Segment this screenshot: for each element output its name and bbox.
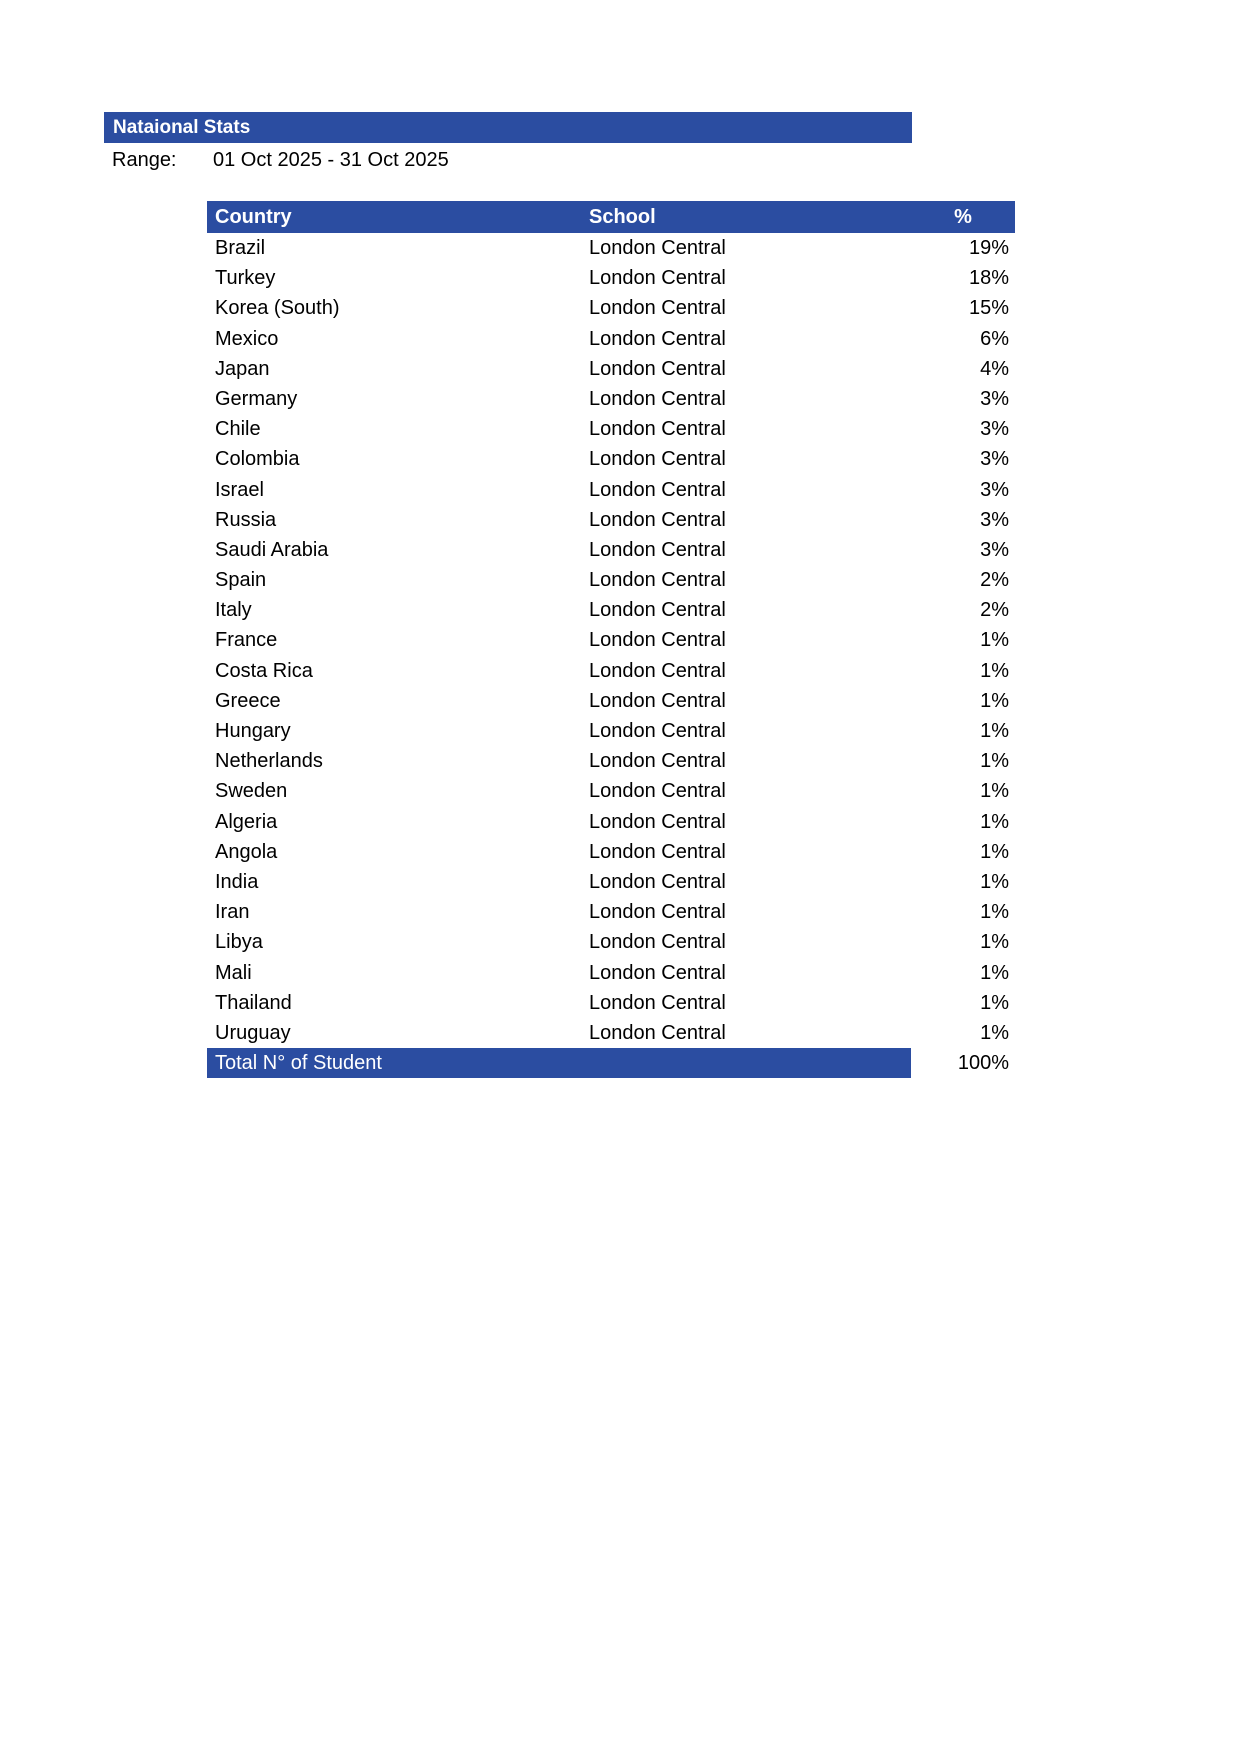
total-label: Total N° of Student: [207, 1048, 911, 1078]
country-cell: Hungary: [215, 720, 291, 742]
column-header-percent: %: [954, 206, 972, 228]
country-cell: India: [215, 870, 259, 893]
table-row: [207, 263, 1015, 293]
table-row: [207, 475, 1015, 505]
school-cell: London Central: [589, 689, 726, 712]
country-cell: Mexico: [215, 327, 279, 350]
country-cell: Turkey: [215, 267, 276, 290]
table-row: [207, 958, 1015, 988]
school-cell: London Central: [589, 297, 726, 320]
table-row: [207, 625, 1015, 655]
school-cell: London Central: [589, 418, 726, 441]
country-cell: Colombia: [215, 448, 300, 471]
table-body: [207, 233, 1015, 1048]
school-cell: London Central: [589, 569, 726, 592]
country-cell: Japan: [215, 357, 270, 380]
country-cell: Saudi Arabia: [215, 538, 329, 561]
table-row: [207, 927, 1015, 957]
school-cell: London Central: [589, 387, 726, 410]
country-cell: Russia: [215, 508, 277, 531]
percent-cell: 1%: [980, 870, 1009, 893]
country-cell: Brazil: [215, 237, 266, 259]
country-cell: Israel: [215, 478, 264, 501]
school-cell: London Central: [589, 810, 726, 833]
table-row: [207, 988, 1015, 1018]
school-cell: London Central: [589, 357, 726, 380]
percent-cell: 15%: [968, 297, 1009, 320]
school-cell: London Central: [589, 1021, 726, 1044]
school-cell: London Central: [589, 327, 726, 350]
country-cell: Chile: [215, 418, 261, 441]
table-row: [207, 384, 1015, 414]
table-row: [207, 535, 1015, 565]
country-cell: France: [215, 629, 278, 652]
percent-cell: 3%: [980, 538, 1009, 561]
school-cell: London Central: [589, 961, 726, 984]
country-cell: Greece: [215, 689, 281, 712]
country-cell: Angola: [215, 840, 278, 863]
school-cell: London Central: [589, 237, 726, 259]
table-row: [207, 505, 1015, 535]
table-row: [207, 233, 1015, 263]
percent-cell: 3%: [980, 478, 1009, 501]
percent-cell: 1%: [980, 810, 1009, 833]
school-cell: London Central: [589, 720, 726, 742]
table-row: [207, 746, 1015, 776]
percent-cell: 3%: [980, 387, 1009, 410]
percent-cell: 3%: [980, 508, 1009, 531]
percent-cell: 1%: [980, 750, 1009, 773]
table-row: [207, 776, 1015, 806]
school-cell: London Central: [589, 991, 726, 1014]
table-row: [207, 837, 1015, 867]
school-cell: London Central: [589, 840, 726, 863]
percent-cell: 1%: [980, 780, 1009, 803]
country-cell: Costa Rica: [215, 659, 313, 682]
table-row: [207, 1018, 1015, 1048]
percent-cell: 19%: [968, 237, 1009, 259]
country-cell: Italy: [215, 599, 252, 622]
table-row: [207, 656, 1015, 686]
country-cell: Thailand: [215, 991, 292, 1014]
percent-cell: 1%: [980, 1021, 1009, 1044]
school-cell: London Central: [589, 750, 726, 773]
total-percent: 100%: [957, 1052, 1009, 1075]
table-row: [207, 565, 1015, 595]
country-cell: Korea (South): [215, 297, 340, 320]
table-row: [207, 354, 1015, 384]
percent-cell: 1%: [980, 720, 1009, 742]
column-header-school: School: [589, 206, 656, 228]
country-cell: Mali: [215, 961, 252, 984]
country-cell: Uruguay: [215, 1021, 291, 1044]
total-row: [207, 1048, 1015, 1078]
percent-cell: 1%: [980, 629, 1009, 652]
table-row: [207, 716, 1015, 746]
table-row: [207, 414, 1015, 444]
nationality-stats-table: [207, 201, 1015, 1078]
table-row: [207, 897, 1015, 927]
range-label: Range:: [112, 149, 177, 171]
percent-cell: 2%: [980, 599, 1009, 622]
school-cell: London Central: [589, 267, 726, 290]
school-cell: London Central: [589, 629, 726, 652]
school-cell: London Central: [589, 870, 726, 893]
table-row: [207, 293, 1015, 323]
percent-cell: 1%: [980, 659, 1009, 682]
column-header-country: Country: [215, 206, 292, 228]
country-cell: Germany: [215, 387, 298, 410]
range-row: [0, 147, 1015, 174]
percent-cell: 2%: [980, 569, 1009, 592]
country-cell: Libya: [215, 931, 263, 954]
table-row: [207, 867, 1015, 897]
percent-cell: 1%: [980, 991, 1009, 1014]
report-title: Nataional Stats: [113, 117, 251, 138]
school-cell: London Central: [589, 599, 726, 622]
school-cell: London Central: [589, 508, 726, 531]
percent-cell: 6%: [980, 327, 1009, 350]
country-cell: Algeria: [215, 810, 278, 833]
table-header-row: [207, 201, 1015, 233]
percent-cell: 3%: [980, 418, 1009, 441]
percent-cell: 1%: [980, 901, 1009, 924]
percent-cell: 4%: [980, 357, 1009, 380]
table-row: [207, 324, 1015, 354]
school-cell: London Central: [589, 931, 726, 954]
country-cell: Sweden: [215, 780, 288, 803]
range-value: 01 Oct 2025 - 31 Oct 2025: [213, 149, 449, 171]
school-cell: London Central: [589, 448, 726, 471]
percent-cell: 1%: [980, 931, 1009, 954]
report-title-bar: [104, 112, 912, 143]
school-cell: London Central: [589, 478, 726, 501]
percent-cell: 3%: [980, 448, 1009, 471]
school-cell: London Central: [589, 901, 726, 924]
country-cell: Netherlands: [215, 750, 323, 773]
school-cell: London Central: [589, 659, 726, 682]
percent-cell: 18%: [968, 267, 1009, 290]
table-row: [207, 444, 1015, 474]
country-cell: Spain: [215, 569, 267, 592]
percent-cell: 1%: [980, 961, 1009, 984]
percent-cell: 1%: [980, 840, 1009, 863]
percent-cell: 1%: [980, 689, 1009, 712]
table-row: [207, 807, 1015, 837]
table-row: [207, 686, 1015, 716]
country-cell: Iran: [215, 901, 250, 924]
table-row: [207, 595, 1015, 625]
school-cell: London Central: [589, 780, 726, 803]
school-cell: London Central: [589, 538, 726, 561]
